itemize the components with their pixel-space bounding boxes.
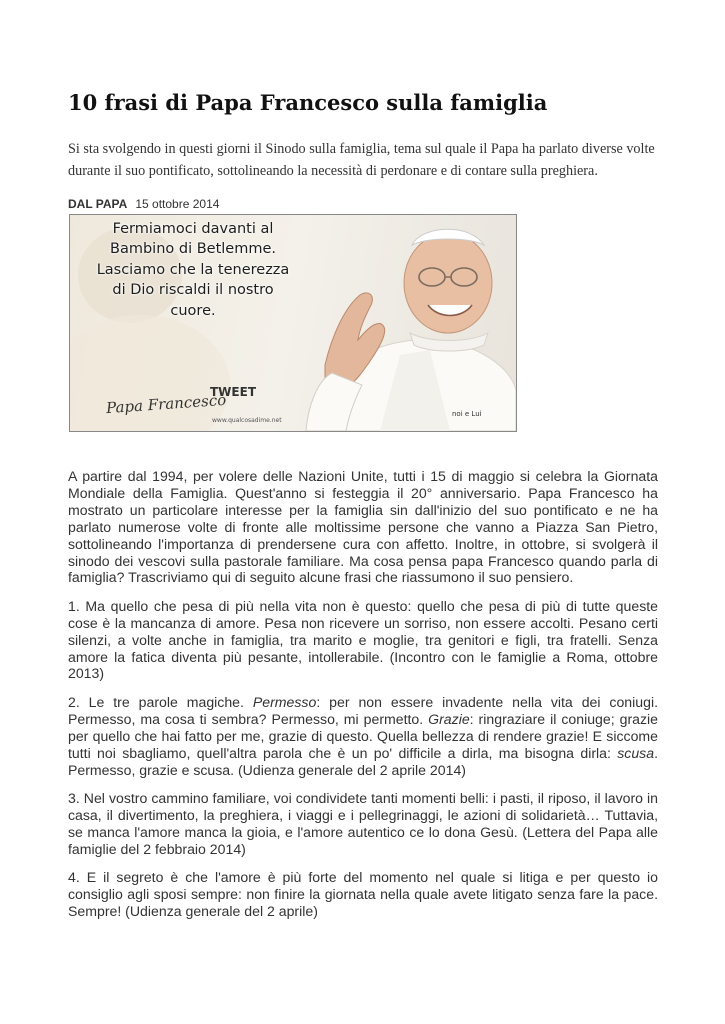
category-label: DAL PAPA — [68, 197, 128, 211]
image-site-url: www.qualcosadime.net — [212, 417, 282, 424]
image-signature: Papa Francesco — [105, 390, 227, 418]
article-lead: Si sta svolgendo in questi giorni il Sinodo sulla famiglia, tema sul quale il Papa ha parlato diverse volte durante il suo pontificato, sottolineando la necessità di perdonare e di contare sulla preghiera. — [68, 141, 655, 179]
paragraph-quote-2 — [68, 694, 658, 779]
text-span: : per non essere invadente nella vita dei coniugi. Permesso, ma cosa ti sembra? Permesso, mi permetto. — [68, 693, 658, 727]
text-span: . Permesso, grazie e scusa. (Udienza generale del 2 aprile 2014) — [68, 744, 658, 778]
image-tweet-label: TWEET — [210, 385, 257, 399]
emphasis: scusa — [617, 744, 655, 761]
paragraph-quote-4: 4. E il segreto è che l'amore è più forte del momento nel quale si litiga e per questo io consiglio agli sposi sempre: non finire la giornata nella quale avete litigato senza fare la pace. Sempre! (Udienza generale del 2 aprile) — [68, 869, 658, 919]
emphasis: Grazie — [428, 710, 470, 727]
image-quote: Fermiamoci davanti al Bambino di Betlemme. Lasciamo che la tenerezza di Dio riscaldi il nostro cuore. — [96, 221, 290, 319]
text-span: 2. Le tre parole magiche. — [68, 693, 253, 710]
paragraph-quote-3: 3. Nel vostro cammino familiare, voi condividete tanti momenti belli: i pasti, il riposo, il lavoro in casa, il divertimento, la preghiera, i viaggi e i pellegrinaggi, le azioni di solidarietà… Tuttavia, se manca l'amore manca la gioia, e l'amore autentico ce lo dona Gesù. (Lettera del Papa alle famiglie del 2 febbraio 2014) — [68, 789, 658, 857]
article-image — [69, 214, 517, 432]
paragraph-intro: A partire dal 1994, per volere delle Nazioni Unite, tutti i 15 di maggio si celebra la Giornata Mondiale della Famiglia. Quest'anno si festeggia il 20° anniversario. Papa Francesco ha mostrato un particolare interesse per la famiglia sin dall'inizio del suo pontificato e ne ha parlato numerose volte di fronte alle moltissime persone che vanno a Piazza San Pietro, sottolineando l'importanza di prendersene cura con affetto. Inoltre, in ottobre, si svolgerà il sinodo dei vescovi sulla pastorale familiare. Ma cosa pensa papa Francesco quando parla di famiglia? Trascriviamo qui di seguito alcune frasi che riassumono il suo pensiero. — [68, 468, 658, 586]
publish-date: 15 ottobre 2014 — [135, 197, 220, 211]
byline — [68, 197, 219, 211]
page-title: 10 frasi di Papa Francesco sulla famiglia — [68, 90, 548, 115]
article-body — [68, 468, 658, 931]
paragraph-quote-1: 1. Ma quello che pesa di più nella vita non è questo: quello che pesa di più di tutte queste cose è la mancanza di amore. Pesa non ricevere un sorriso, non essere accolti. Pesano certi silenzi, a volte anche in famiglia, tra marito e moglie, tra genitori e figli, tra fratelli. Senza amore la fatica diventa più pesante, intollerabile. (Incontro con le famiglie a Roma, ottobre 2013) — [68, 597, 658, 682]
text-span: : ringraziare il coniuge; grazie per quello che hai fatto per me, grazie di questo. Quella bellezza di rendere grazie! E siccome tutti noi sbagliamo, quell'altra parola che è un po' difficile a dirla, ma bisogna dirla: — [68, 710, 658, 761]
image-logo: noi e Lui — [452, 410, 482, 418]
emphasis: Permesso — [252, 693, 317, 710]
